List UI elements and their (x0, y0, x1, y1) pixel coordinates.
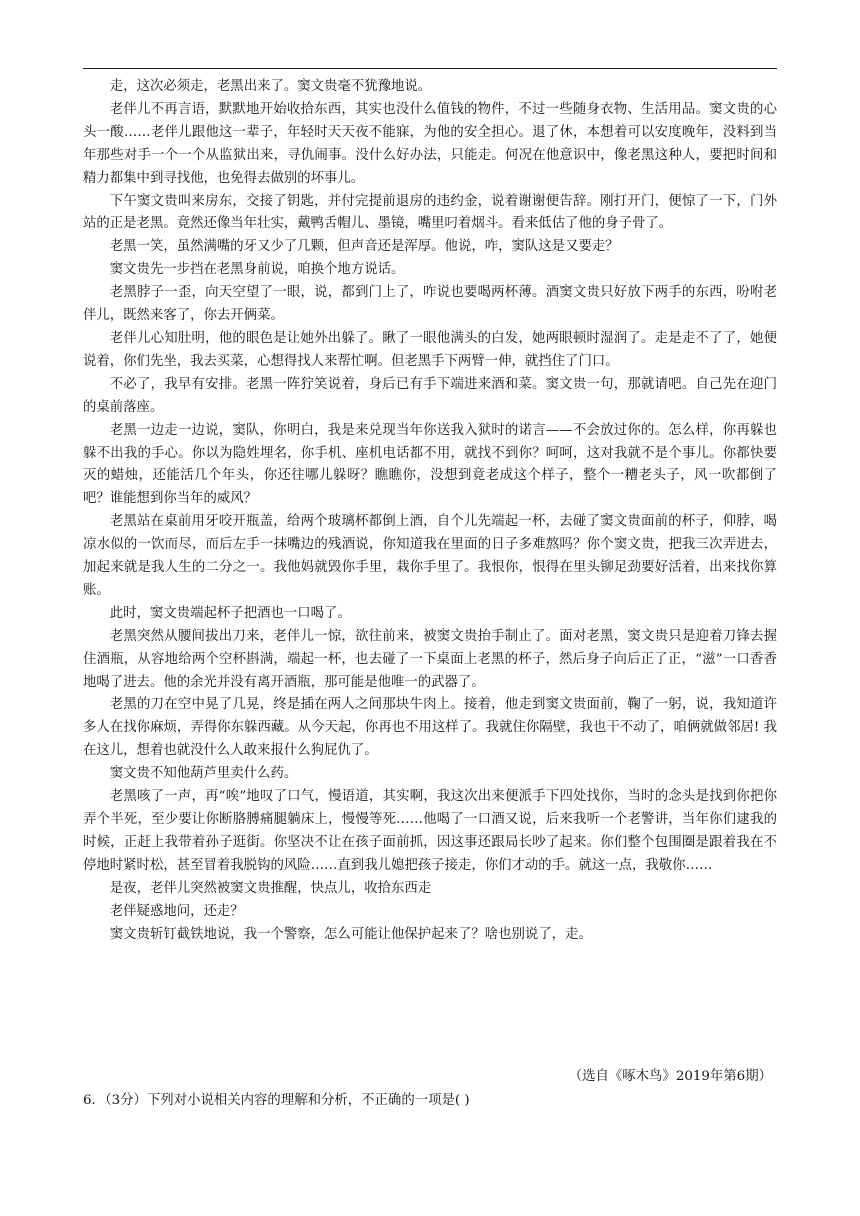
article-body (83, 76, 777, 946)
paragraph: 老黑的刀在空中晃了几晃，终是插在两人之间那块牛肉上。接着，他走到窦文贵面前，鞠了一躬，说，我知道许多人在找你麻烦，弄得你东躲西藏。从今天起，你再也不用这样了。我就住你隔壁，我也干不动了，咱俩就做邻居! 我在这儿，想着也就没什么人敢来报什么狗屁仇了。 (83, 697, 777, 759)
paragraph: 老黑一边走一边说，窦队，你明白，我是来兑现当年你送我入狱时的诺言——不会放过你的。怎么样，你再躲也躲不出我的手心。你以为隐姓埋名，你手机、座机电话都不用，就找不到你？呵呵，这对我就不是个事儿。你都快要灭的蜡烛，还能活几个年头，你还往哪儿躲呀？瞧瞧你，没想到竟老成这个样子，整个一糟老头子，风一吹都倒了吧？谁能想到你当年的威风？ (83, 422, 777, 507)
paragraph: 老黑咳了一声，再“唉”地叹了口气，慢语道，其实啊，我这次出来便派手下四处找你，当时的念头是找到你把你弄个半死，至少要让你断胳膊痛腿躺床上，慢慢等死……他喝了一口酒又说，后来我听一个老警讲，当年你们逮我的时候，正赶上我带着孙子逛街。你坚决不让在孩子面前抓，因这事还跟局长吵了起来。你们整个包围圈是跟着我在不停地时紧时松，甚至冒着我脱钩的风险……直到我儿媳把孩子接走，你们才动的手。就这一点，我敬你…… (83, 789, 777, 873)
paragraph: 此时，窦文贵端起杯子把酒也一口喝了。 (109, 605, 351, 621)
paragraph: 窦文贵斩钉截铁地说，我一个警察，怎么可能让他保护起来了？啥也别说了，走。 (109, 926, 592, 942)
source-citation: （选自《啄木鸟》2019年第6期） (568, 1069, 772, 1084)
paragraph: 下午窦文贵叫来房东，交接了钥匙，并付完提前退房的违约金，说着谢谢便告辞。刚打开门，便惊了一下，门外站的正是老黑。竟然还像当年壮实，戴鸭舌帽儿、墨镜，嘴里叼着烟斗。看来低估了他的身子骨了。 (83, 193, 777, 232)
paragraph: 老黑脖子一歪，向天空望了一眼，说，都到门上了，咋说也要喝两杯薄。酒窦文贵只好放下两手的东西，吩咐老伴儿，既然来客了，你去开俩菜。 (83, 285, 777, 324)
paragraph: 窦文贵不知他葫芦里卖什么药。 (109, 766, 298, 782)
paragraph: 不必了，我早有安排。老黑一阵狞笑说着，身后已有手下端进来酒和菜。窦文贵一句，那就请吧。自己先在迎门的桌前落座。 (83, 376, 777, 415)
question-6: 6．（3分）下列对小说相关内容的理解和分析，不正确的一项是( ) (83, 1093, 470, 1108)
paragraph: 老伴疑惑地问，还走？ (109, 903, 244, 919)
paragraph: 老黑站在桌前用牙咬开瓶盖，给两个玻璃杯都倒上酒，自个儿先端起一杯，去碰了窦文贵面前的杯子，仰脖，喝凉水似的一饮而尽，而后左手一抹嘴边的残酒说，你知道我在里面的日子多难熬吗？你个窦文贵，把我三次弄进去，加起来就是我人生的二分之一。我他妈就毁你手里，栽你手里了。我恨你，恨得在里头铆足劲要好活着，出来找你算账。 (83, 514, 777, 598)
paragraph: 老黑一笑，虽然满嘴的牙又少了几颗，但声音还是浑厚。他说，咋，窦队这是又要走？ (109, 239, 619, 255)
paragraph: 老黑突然从腰间拔出刀来，老伴儿一惊，欲往前来，被窦文贵抬手制止了。面对老黑，窦文贵只是迎着刀锋去握住酒瓶，从容地给两个空杯斟满，端起一杯，也去碰了一下桌面上老黑的杯子，然后身子向后正了正，“滋”一口香香地喝了进去。他的余光并没有离开酒瓶，那可能是他唯一的武器了。 (83, 628, 777, 690)
paragraph: 是夜，老伴儿突然被窦文贵推醒，快点儿，收拾东西走 (109, 880, 432, 896)
paragraph: 走，这次必须走，老黑出来了。窦文贵毫不犹豫地说。 (109, 79, 432, 94)
header-rule (83, 68, 777, 69)
paragraph: 老伴儿不再言语，默默地开始收拾东西，其实也没什么值钱的物件，不过一些随身衣物、生活用品。窦文贵的心头一酸……老伴儿跟他这一辈子，年轻时天天夜不能寐，为他的安全担心。退了休，本想着可以安度晚年，没料到当年那些对手一个一个从监狱出来，寻仇闹事。没什么好办法，只能走。何况在他意识中，像老黑这种人，要把时间和精力都集中到寻找他，也免得去做别的坏事儿。 (83, 101, 777, 186)
paragraph: 老伴儿心知肚明，他的眼色是让她外出躲了。瞅了一眼他满头的白发，她两眼顿时湿润了。走是走不了了，她便说着，你们先坐，我去买菜，心想得找人来帮忙啊。但老黑手下两臂一伸，就挡住了门口。 (83, 330, 777, 369)
paragraph: 窦文贵先一步挡在老黑身前说，咱换个地方说话。 (109, 262, 405, 278)
